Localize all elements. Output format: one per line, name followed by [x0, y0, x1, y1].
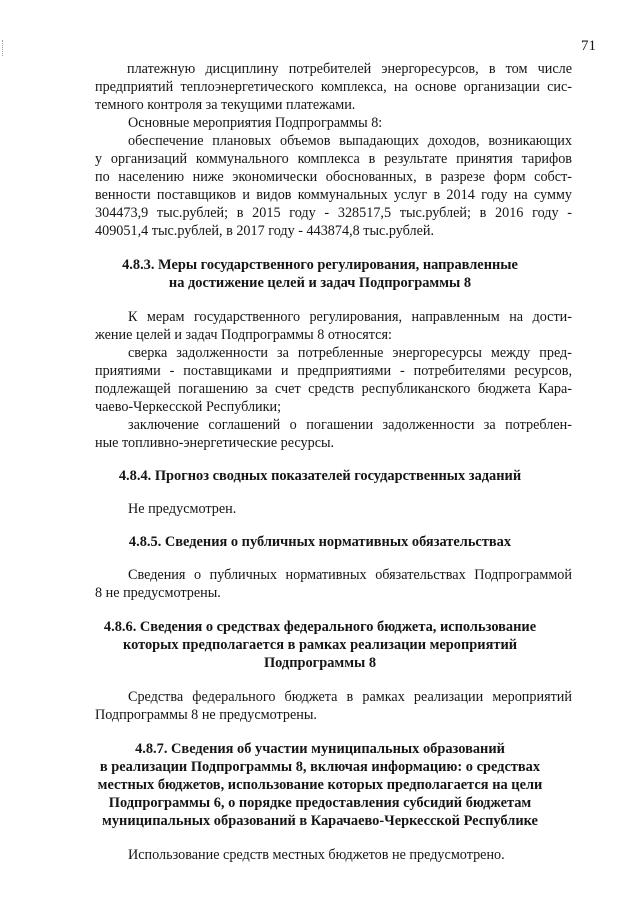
intro-line: темного контроля за текущими платежами. — [95, 97, 356, 113]
section-4-8-4-text: Не предусмотрен. — [128, 501, 237, 517]
section-title-4-8-7: местных бюджетов, использование которых предполагается на цели — [97, 777, 543, 793]
main-measures-line: у организаций коммунального комплекса в результате принятия тарифов — [95, 151, 572, 167]
section-4-8-3-line: приятиями - поставщиками и предприятиями - потребителями ресурсов, — [95, 363, 572, 379]
section-4-8-6-line: Подпрограммы 8 не предусмотрены. — [95, 707, 317, 723]
section-4-8-7-text: Использование средств местных бюджетов не предусмотрено. — [128, 847, 505, 863]
section-4-8-3-line: К мерам государственного регулирования, направленным на дости- — [128, 309, 572, 325]
intro-line: предприятий теплоэнергетического комплекса, на основе организации сис- — [95, 79, 572, 95]
main-measures-line: по населению ниже экономически обоснованных, в разрезе форм собст- — [95, 169, 572, 185]
section-title-4-8-7: в реализации Подпрограммы 8, включая информацию: о средствах — [99, 759, 541, 775]
section-4-8-5-line: 8 не предусмотрены. — [95, 585, 221, 601]
section-4-8-3-line: ные топливно-энергетические ресурсы. — [95, 435, 335, 451]
section-title-4-8-7: 4.8.7. Сведения об участии муниципальных образований — [135, 741, 505, 757]
section-title-4-8-4: 4.8.4. Прогноз сводных показателей государственных заданий — [118, 468, 522, 484]
intro-line: платежную дисциплину потребителей энергоресурсов, в том числе — [127, 61, 572, 77]
section-title-4-8-5: 4.8.5. Сведения о публичных нормативных обязательствах — [128, 534, 512, 550]
section-4-8-5-line: Сведения о публичных нормативных обязательствах Подпрограммой — [128, 567, 572, 583]
section-4-8-3-line: подлежащей погашению за счет средств республиканского бюджета Кара- — [95, 381, 572, 397]
section-title-4-8-6: 4.8.6. Сведения о средствах федерального бюджета, использование — [103, 619, 537, 635]
main-measures-heading: Основные мероприятия Подпрограммы 8: — [128, 115, 383, 131]
section-title-4-8-3: 4.8.3. Меры государственного регулирования, направленные — [122, 257, 518, 273]
section-4-8-3-line: заключение соглашений о погашении задолженности за потреблен- — [128, 417, 572, 433]
section-title-4-8-6: Подпрограммы 8 — [263, 655, 377, 671]
main-measures-line: 304473,9 тыс.рублей; в 2015 году - 328517,5 тыс.рублей; в 2016 году - — [95, 205, 572, 221]
section-4-8-6-line: Средства федерального бюджета в рамках реализации мероприятий — [128, 689, 572, 705]
section-4-8-3-line: чаево-Черкесской Республики; — [95, 399, 282, 415]
section-title-4-8-7: Подпрограммы 6, о порядке предоставления субсидий бюджетам — [108, 795, 532, 811]
section-4-8-3-line: жение целей и задач Подпрограммы 8 относятся: — [95, 327, 392, 343]
main-measures-line: венности поставщиков и видов коммунальных услуг в 2014 году на сумму — [95, 187, 572, 203]
binding-marks — [2, 40, 5, 56]
section-title-4-8-3: на достижение целей и задач Подпрограммы 8 — [168, 275, 472, 291]
section-4-8-3-line: сверка задолженности за потребленные энергоресурсы между пред- — [128, 345, 572, 361]
main-measures-line: 409051,4 тыс.рублей, в 2017 году - 443874,8 тыс.рублей. — [95, 223, 435, 239]
section-title-4-8-7: муниципальных образований в Карачаево-Черкесской Республике — [102, 813, 538, 829]
main-measures-line: обеспечение плановых объемов выпадающих доходов, возникающих — [128, 133, 572, 149]
page-number: 71 — [581, 38, 596, 54]
section-title-4-8-6: которых предполагается в рамках реализации мероприятий — [122, 637, 518, 653]
